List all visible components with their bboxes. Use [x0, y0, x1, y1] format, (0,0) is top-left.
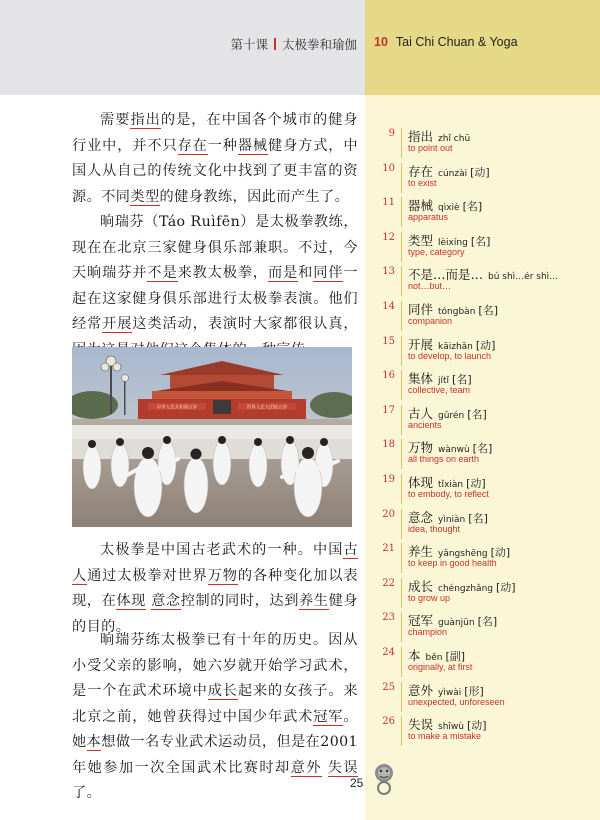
vocab-item — [365, 405, 600, 440]
vocab-part-of-speech: [名] — [472, 442, 493, 456]
lesson-label-cn: 第十课 — [230, 37, 268, 52]
vocab-part-of-speech: [名] — [470, 234, 491, 248]
vocab-pinyin: gǔrén — [438, 410, 465, 421]
vocab-number: 20 — [382, 508, 395, 520]
vocab-number: 13 — [382, 266, 395, 278]
vocab-pinyin: tóngbàn — [438, 306, 476, 317]
vocab-number: 23 — [382, 612, 395, 624]
vocab-word: 体现 — [408, 474, 434, 490]
vocab-gloss: idea, thought — [408, 523, 461, 534]
vocab-word: 养生 — [408, 544, 434, 560]
vocab-gloss: to point out — [408, 143, 453, 153]
vocab-item — [365, 716, 600, 751]
page-number: 25 — [350, 776, 364, 790]
vocab-pinyin: zhǐ chū — [438, 134, 471, 144]
vocab-sidebar — [365, 95, 600, 820]
vocab-gloss: apparatus — [408, 212, 449, 223]
vocab-number: 22 — [382, 577, 395, 589]
header-left-band — [0, 0, 365, 95]
vocab-word: 万物 — [408, 440, 434, 456]
paragraph-3: 太极拳是中国古老武术的一种。中国古人通过太极拳对世界万物的各种变化加以表现，在体现 意念控制的同时，达到养生健身的目的。 — [72, 542, 358, 635]
vocab-part-of-speech: [动] — [495, 580, 516, 594]
vocab-number: 16 — [382, 370, 395, 382]
vocab-gloss: to make a mistake — [408, 731, 482, 742]
vocab-number: 26 — [382, 716, 395, 728]
lesson-title-cn: 太极拳和瑜伽 — [281, 37, 357, 52]
vocab-number: 12 — [382, 231, 395, 243]
vocab-item — [365, 197, 600, 232]
vocab-pinyin: běn — [425, 652, 443, 663]
paragraph-4: 晌瑞芬练太极拳已有十年的历史。因从小受父亲的影响，她六岁就开始学习武术，是一个在武术环境中成长起来的女孩子。来北京之前，她曾获得过中国少年武术冠军。她本想做一名专业武术运动员，但是在2001年她参加一次全国武术比赛时却意外 失误了。 — [72, 632, 358, 801]
vocab-gloss: to exist — [408, 177, 437, 188]
vocab-divider — [401, 543, 402, 573]
vocab-item — [365, 543, 600, 578]
vocab-pinyin: guànjūn — [438, 618, 475, 629]
vocab-divider — [401, 578, 402, 608]
vocab-gloss: not…but… — [408, 281, 452, 292]
vocab-number: 24 — [382, 646, 395, 658]
vocab-word: 意念 — [408, 509, 434, 525]
vocab-pinyin: yìniàn — [438, 514, 466, 525]
sign-left: 中华人民共和国万岁 — [156, 405, 198, 411]
vocab-divider — [401, 682, 402, 712]
vocab-gloss: all things on earth — [408, 454, 480, 465]
vocab-word: 指出 — [408, 129, 434, 144]
tiananmen-tai-chi-photo — [72, 347, 352, 527]
photo-illustration — [72, 347, 352, 527]
vocab-pinyin: cúnzài — [438, 168, 468, 179]
vocab-pinyin: wànwù — [438, 445, 470, 456]
vocab-gloss: originally, at first — [408, 661, 473, 672]
vocab-pinyin: bú shì…ér shì… — [488, 272, 559, 283]
vocab-item — [365, 509, 600, 544]
vocab-item — [365, 232, 600, 267]
vocab-number: 15 — [382, 335, 395, 347]
vocab-divider — [401, 266, 402, 296]
lesson-number: 10 — [374, 35, 388, 49]
vocab-item — [365, 682, 600, 717]
vocab-number: 9 — [388, 128, 395, 139]
vocab-divider — [401, 405, 402, 435]
vocab-pinyin: yìwài — [438, 687, 462, 698]
vocab-word: 同伴 — [408, 301, 434, 317]
sign-right: 世界人民大团结万岁 — [246, 405, 288, 411]
vocab-divider — [401, 509, 402, 539]
vocab-number: 21 — [382, 543, 395, 555]
vocab-pinyin: jítǐ — [438, 376, 450, 387]
vocab-item — [365, 647, 600, 682]
vocab-gloss: companion — [408, 315, 453, 326]
vocab-pinyin: yǎngshēng — [438, 549, 488, 560]
vocab-word: 开展 — [408, 336, 434, 352]
vocab-part-of-speech: [副] — [445, 649, 466, 663]
vocab-number: 19 — [382, 473, 395, 485]
vocab-part-of-speech: [动] — [490, 546, 511, 560]
vocab-part-of-speech: [名] — [478, 303, 498, 317]
vocab-part-of-speech: [名] — [452, 373, 472, 387]
vocab-word: 意外 — [408, 682, 434, 698]
vocab-word: 类型 — [408, 232, 434, 248]
vocab-divider — [401, 612, 402, 642]
vocab-divider — [401, 370, 402, 400]
vocab-item — [365, 439, 600, 474]
vocab-item — [365, 612, 600, 647]
vocab-number: 14 — [382, 300, 395, 312]
vocab-part-of-speech: [名] — [468, 511, 488, 525]
vocab-item — [365, 128, 600, 163]
vocab-divider — [401, 716, 402, 746]
vocab-part-of-speech: [动] — [466, 719, 487, 733]
vocab-item — [365, 578, 600, 613]
vocab-part-of-speech: [名] — [467, 407, 487, 421]
vocab-pinyin: lèixíng — [438, 237, 468, 248]
vocab-item — [365, 370, 600, 405]
vocab-divider — [401, 197, 402, 227]
vocab-gloss: collective, team — [408, 385, 471, 396]
vocab-gloss: champion — [408, 627, 448, 638]
vocab-word: 器械 — [408, 198, 434, 214]
vocab-number: 11 — [382, 197, 395, 209]
vocab-gloss: unexpected, unforeseen — [408, 696, 505, 707]
vocab-part-of-speech: [动] — [466, 476, 486, 490]
vocab-word: 成长 — [408, 578, 434, 594]
vocab-part-of-speech: [动] — [475, 338, 496, 352]
lesson-title-en: Tai Chi Chuan & Yoga — [395, 35, 518, 49]
vocab-item — [365, 266, 600, 301]
vocab-word: 冠军 — [408, 613, 434, 629]
vocab-divider — [401, 474, 402, 504]
chapter-title-en — [374, 35, 518, 49]
vocab-word: 存在 — [408, 163, 434, 179]
paragraph-1: 需要指出的是，在中国各个城市的健身行业中，并不只存在一种器械健身方式，中国人从自己的传统文化中找到了更丰富的资源。不同类型的健身教练，因此而产生了。 — [72, 112, 359, 205]
vocab-gloss: ancients — [408, 419, 442, 430]
vocab-pinyin: tǐxiàn — [438, 479, 464, 490]
vocab-part-of-speech: [名] — [477, 615, 498, 629]
vocab-word: 本 — [408, 647, 421, 663]
vocab-word: 不是…而是… — [408, 267, 484, 283]
vocab-number: 10 — [382, 162, 395, 174]
paragraph-2: 晌瑞芬（Táo Ruìfēn）是太极拳教练，现在在北京三家健身俱乐部兼职。不过，今天晌瑞芬并不是来教太极拳，而是和同伴一起在这家健身俱乐部进行太极拳表演。他们经常开展这类活动，表演时大家都很认真， — [72, 210, 358, 363]
vocab-divider — [401, 301, 402, 331]
vocab-word: 失误 — [408, 717, 434, 733]
vocab-divider — [401, 128, 402, 158]
vocab-divider — [401, 647, 402, 677]
vocab-divider — [401, 163, 402, 193]
vocab-divider — [401, 439, 402, 469]
vocab-gloss: to embody, to reflect — [408, 488, 489, 499]
vocab-item — [365, 474, 600, 509]
vocab-part-of-speech: [形] — [464, 684, 484, 698]
vocab-number: 17 — [382, 404, 395, 416]
vocab-number: 18 — [382, 439, 395, 451]
header-right-band — [365, 0, 600, 95]
vocab-gloss: to develop, to launch — [408, 350, 492, 361]
vocab-divider — [401, 336, 402, 366]
vocab-gloss: type, category — [408, 246, 465, 257]
vocab-pinyin: qìxiè — [438, 203, 460, 214]
vocab-gloss: to grow up — [408, 592, 451, 603]
vocab-gloss: to keep in good health — [408, 558, 497, 569]
vocab-item — [365, 336, 600, 371]
vocab-pinyin: shīwù — [438, 722, 464, 733]
vocab-list — [365, 128, 600, 751]
vocab-divider — [401, 232, 402, 262]
vocab-word: 集体 — [408, 371, 434, 387]
vocab-number: 25 — [382, 681, 395, 693]
vocab-pinyin: kāizhǎn — [438, 341, 473, 352]
vocab-part-of-speech: [动] — [470, 165, 490, 179]
divider-bar — [274, 38, 276, 50]
lion-emblem-icon — [372, 762, 396, 802]
vocab-item — [365, 163, 600, 198]
vocab-pinyin: chéngzhǎng — [438, 583, 493, 594]
chapter-title-cn — [230, 35, 357, 53]
vocab-word: 古人 — [408, 405, 434, 421]
vocab-part-of-speech: [名] — [462, 200, 483, 214]
vocab-item — [365, 301, 600, 336]
